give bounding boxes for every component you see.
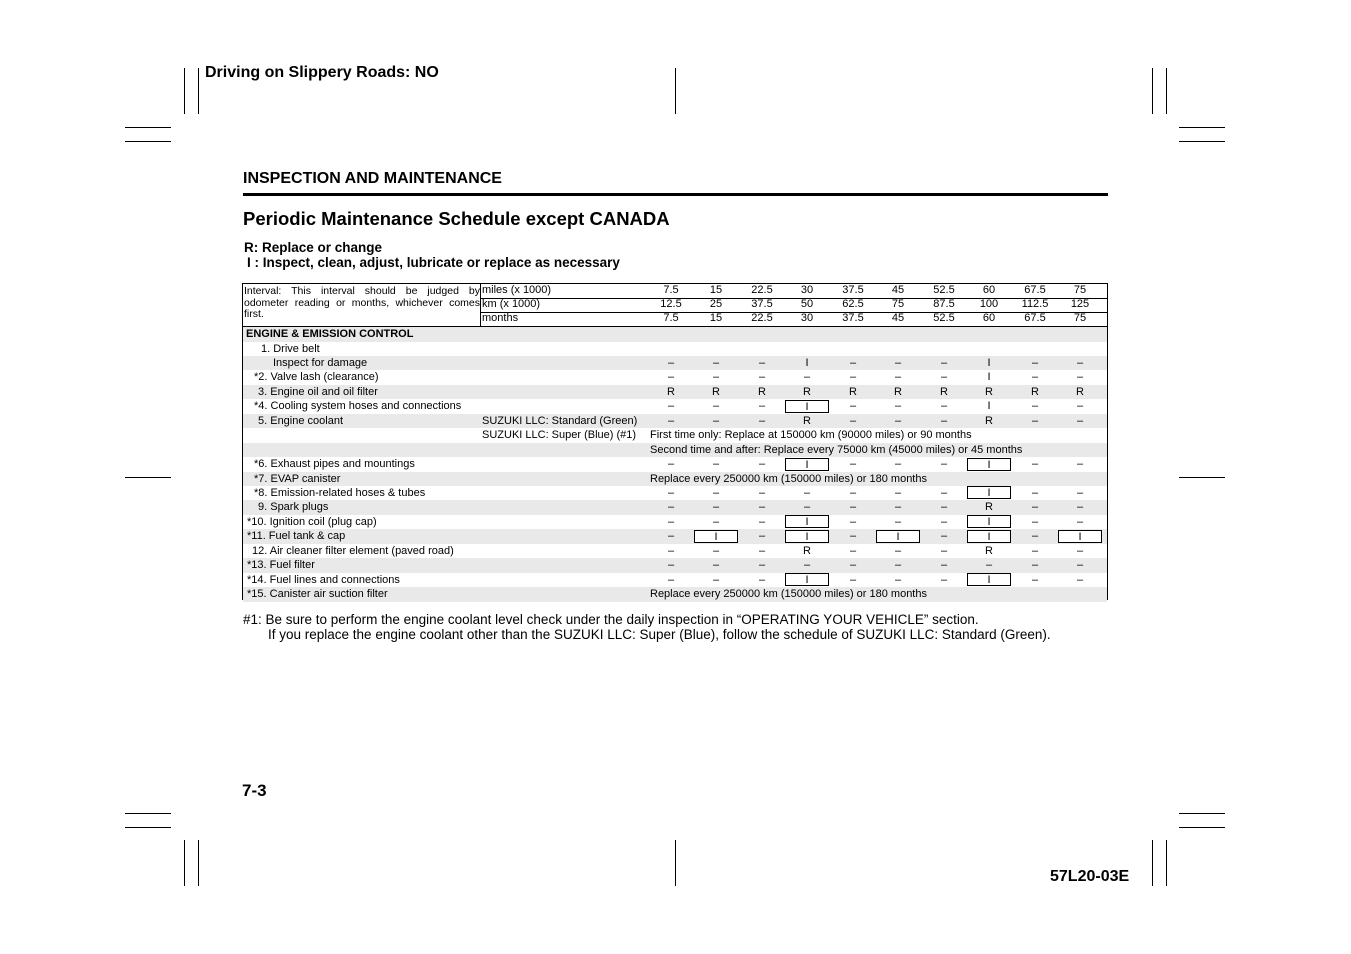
schedule-cell: –	[1031, 486, 1039, 499]
schedule-cell: –	[1031, 356, 1039, 369]
crop-mark	[1179, 827, 1225, 828]
schedule-cell: –	[758, 501, 766, 514]
item-label: *6. Exhaust pipes and mountings	[254, 458, 415, 470]
crop-mark	[675, 68, 676, 114]
interval-value: 37.5	[842, 284, 864, 296]
interval-value: 12.5	[660, 298, 682, 310]
item-label: *4. Cooling system hoses and connections	[254, 400, 462, 413]
boxed-schedule-cell: I	[785, 515, 829, 528]
crop-mark	[184, 68, 185, 114]
schedule-cell: –	[667, 486, 675, 499]
schedule-cell: –	[849, 486, 857, 499]
crop-mark	[675, 840, 676, 886]
schedule-cell: –	[1031, 371, 1039, 384]
interval-value: 67.5	[1024, 312, 1046, 324]
schedule-cell: –	[940, 458, 948, 470]
table-row	[243, 515, 1107, 530]
table-row	[243, 472, 1107, 487]
schedule-cell: –	[940, 501, 948, 514]
page-number: 7-3	[242, 781, 267, 800]
table-row	[243, 457, 1107, 472]
schedule-cell: –	[803, 486, 811, 499]
schedule-cell: R	[667, 385, 675, 398]
schedule-cell: R	[803, 385, 811, 398]
interval-value: 112.5	[1021, 298, 1049, 310]
schedule-cell: –	[940, 356, 948, 369]
interval-unit-label: months	[482, 312, 519, 324]
interval-value: 15	[709, 312, 723, 324]
interval-header-row	[481, 284, 1107, 299]
schedule-cell: –	[849, 530, 857, 543]
section-rule	[243, 193, 1108, 196]
schedule-cell: –	[758, 356, 766, 369]
interval-unit-label: miles (x 1000)	[482, 284, 552, 296]
crop-mark	[1166, 840, 1167, 886]
crop-mark	[198, 840, 199, 886]
interval-value: 60	[982, 284, 996, 296]
schedule-cell: –	[1076, 573, 1084, 586]
schedule-cell: –	[894, 559, 902, 572]
schedule-cell: –	[1031, 559, 1039, 572]
item-label: 5. Engine coolant	[258, 414, 344, 427]
table-row	[243, 500, 1107, 515]
schedule-cell: –	[1031, 515, 1039, 528]
boxed-schedule-cell: I	[1058, 530, 1102, 543]
table-row	[243, 399, 1107, 414]
crop-mark	[1179, 477, 1225, 478]
item-sub-label: SUZUKI LLC: Super (Blue) (#1)	[482, 429, 637, 442]
schedule-cell: –	[712, 573, 720, 586]
schedule-cell: –	[849, 400, 857, 413]
crop-mark	[1152, 68, 1153, 114]
schedule-cell: –	[758, 559, 766, 572]
schedule-cell: –	[940, 544, 948, 557]
schedule-cell: –	[940, 573, 948, 586]
boxed-schedule-cell: I	[785, 530, 829, 543]
boxed-schedule-cell: I	[785, 573, 829, 586]
schedule-cell: –	[667, 559, 675, 572]
schedule-cell: –	[667, 400, 675, 413]
schedule-cell: I	[987, 371, 991, 384]
interval-note: Replace every 250000 km (150000 miles) or 180 months	[650, 472, 927, 485]
footnote-line: If you replace the engine coolant other than the SUZUKI LLC: Super (Blue), follow the schedule of SUZUKI LLC: Standard (Green).	[268, 627, 1051, 642]
item-label: 9. Spark plugs	[258, 501, 329, 514]
schedule-cell: –	[894, 414, 902, 427]
interval-value: 30	[800, 284, 814, 296]
table-row	[243, 443, 1107, 458]
interval-value: 7.5	[663, 284, 679, 296]
schedule-cell: –	[849, 371, 857, 384]
item-label: *7. EVAP canister	[254, 472, 341, 485]
interval-value: 100	[979, 298, 999, 310]
boxed-schedule-cell: I	[967, 515, 1011, 528]
schedule-cell: –	[985, 559, 993, 572]
schedule-cell: –	[1076, 559, 1084, 572]
schedule-cell: –	[803, 501, 811, 514]
schedule-cell: –	[712, 458, 720, 470]
schedule-cell: –	[758, 458, 766, 470]
schedule-cell: –	[712, 356, 720, 369]
schedule-cell: –	[803, 559, 811, 572]
page-title: Periodic Maintenance Schedule except CANADA	[243, 208, 670, 229]
interval-value: 75	[891, 298, 905, 310]
crop-mark	[125, 127, 171, 128]
boxed-schedule-cell: I	[967, 530, 1011, 543]
schedule-cell: –	[667, 501, 675, 514]
footnote-line: #1: Be sure to perform the engine coolant level check under the daily inspection in “OPERATING YOUR VEHICLE” section.	[243, 612, 979, 627]
boxed-schedule-cell: I	[967, 458, 1011, 471]
boxed-schedule-cell: I	[967, 573, 1011, 586]
schedule-cell: –	[940, 559, 948, 572]
interval-header-row	[481, 312, 1107, 327]
schedule-cell: –	[1076, 515, 1084, 528]
item-label: *2. Valve lash (clearance)	[254, 371, 379, 384]
schedule-cell: –	[667, 515, 675, 528]
interval-label: Interval: This interval should be judged by odometer reading or months, whichever comes first.	[244, 285, 480, 320]
crop-mark	[1166, 68, 1167, 114]
crop-mark	[125, 813, 171, 814]
table-row	[243, 414, 1107, 429]
crop-mark	[125, 827, 171, 828]
table-row	[243, 587, 1107, 602]
schedule-cell: –	[667, 530, 675, 543]
schedule-cell: R	[985, 544, 993, 557]
table-row	[243, 370, 1107, 385]
item-label: Inspect for damage	[273, 356, 368, 369]
interval-value: 87.5	[933, 298, 955, 310]
schedule-cell: –	[940, 414, 948, 427]
schedule-cell: –	[1031, 544, 1039, 557]
table-row	[243, 342, 1107, 357]
interval-value: 7.5	[663, 312, 679, 324]
interval-value: 75	[1073, 312, 1087, 324]
schedule-cell: –	[940, 371, 948, 384]
schedule-cell: –	[1076, 400, 1084, 413]
interval-note: First time only: Replace at 150000 km (90000 miles) or 90 months	[650, 429, 972, 442]
maintenance-schedule-table	[242, 283, 1108, 600]
schedule-cell: R	[712, 385, 720, 398]
item-label: *11. Fuel tank & cap	[247, 530, 346, 543]
schedule-cell: –	[712, 559, 720, 572]
interval-value: 37.5	[751, 298, 773, 310]
schedule-cell: –	[849, 501, 857, 514]
schedule-cell: –	[894, 400, 902, 413]
item-label: *13. Fuel filter	[247, 559, 315, 572]
schedule-cell: R	[758, 385, 766, 398]
schedule-cell: –	[940, 486, 948, 499]
schedule-cell: R	[985, 501, 993, 514]
schedule-cell: R	[849, 385, 857, 398]
item-label: *8. Emission-related hoses & tubes	[254, 486, 426, 499]
schedule-cell: –	[758, 414, 766, 427]
schedule-cell: –	[849, 544, 857, 557]
schedule-cell: –	[712, 486, 720, 499]
schedule-cell: I	[987, 356, 991, 369]
category-label: ENGINE & EMISSION CONTROL	[246, 328, 414, 340]
table-row	[243, 573, 1107, 588]
crop-mark	[1179, 141, 1225, 142]
schedule-cell: –	[894, 356, 902, 369]
crop-mark	[1179, 127, 1225, 128]
table-row	[243, 544, 1107, 559]
schedule-cell: –	[712, 400, 720, 413]
schedule-cell: –	[1076, 356, 1084, 369]
item-label: 12. Air cleaner filter element (paved road)	[252, 544, 454, 557]
schedule-cell: –	[667, 371, 675, 384]
schedule-cell: –	[758, 530, 766, 543]
interval-value: 52.5	[933, 312, 955, 324]
table-row	[243, 385, 1107, 400]
interval-value: 22.5	[751, 284, 773, 296]
schedule-cell: –	[849, 515, 857, 528]
crop-mark	[125, 141, 171, 142]
schedule-cell: –	[712, 371, 720, 384]
schedule-cell: –	[758, 371, 766, 384]
crop-mark	[1179, 813, 1225, 814]
schedule-cell: –	[894, 371, 902, 384]
interval-value: 22.5	[751, 312, 773, 324]
schedule-cell: R	[985, 385, 993, 398]
category-row	[243, 327, 1107, 342]
crop-mark	[198, 68, 199, 114]
boxed-schedule-cell: I	[967, 486, 1011, 499]
schedule-cell: –	[894, 573, 902, 586]
interval-value: 125	[1070, 298, 1090, 310]
item-label: 3. Engine oil and oil filter	[258, 385, 378, 398]
schedule-cell: R	[1076, 385, 1084, 398]
schedule-cell: –	[894, 458, 902, 470]
schedule-cell: –	[1031, 530, 1039, 543]
interval-value: 75	[1073, 284, 1087, 296]
item-sub-label: SUZUKI LLC: Standard (Green)	[482, 414, 638, 427]
interval-value: 45	[891, 312, 905, 324]
schedule-cell: –	[712, 414, 720, 427]
schedule-cell: –	[758, 573, 766, 586]
interval-value: 60	[982, 312, 996, 324]
schedule-cell: –	[940, 400, 948, 413]
crop-mark	[125, 477, 171, 478]
schedule-cell: –	[1076, 544, 1084, 557]
interval-value: 62.5	[842, 298, 864, 310]
item-label: 1. Drive belt	[261, 342, 320, 355]
interval-value: 50	[800, 298, 814, 310]
schedule-cell: –	[849, 458, 857, 470]
boxed-schedule-cell: I	[785, 400, 829, 413]
document-code: 57L20-03E	[1050, 868, 1130, 885]
legend-replace: R: Replace or change	[244, 240, 383, 255]
interval-value: 67.5	[1024, 284, 1046, 296]
schedule-cell: –	[758, 544, 766, 557]
table-row	[243, 486, 1107, 501]
crop-mark	[184, 840, 185, 886]
interval-header-row	[481, 298, 1107, 313]
schedule-cell: –	[803, 371, 811, 384]
schedule-cell: –	[712, 501, 720, 514]
schedule-cell: –	[667, 356, 675, 369]
schedule-cell: –	[758, 486, 766, 499]
schedule-cell: –	[1031, 414, 1039, 427]
item-label: *15. Canister air suction filter	[247, 588, 388, 601]
item-label: *10. Ignition coil (plug cap)	[247, 515, 377, 528]
interval-value: 15	[709, 284, 723, 296]
section-header: INSPECTION AND MAINTENANCE	[243, 170, 502, 187]
schedule-cell: –	[1031, 573, 1039, 586]
schedule-cell: –	[849, 559, 857, 572]
schedule-cell: –	[894, 501, 902, 514]
interval-value: 45	[891, 284, 905, 296]
schedule-cell: –	[1076, 371, 1084, 384]
schedule-cell: –	[1076, 486, 1084, 499]
schedule-cell: –	[894, 544, 902, 557]
schedule-cell: –	[712, 515, 720, 528]
schedule-cell: –	[758, 400, 766, 413]
schedule-cell: –	[940, 530, 948, 543]
schedule-cell: –	[667, 458, 675, 470]
schedule-cell: –	[667, 573, 675, 586]
schedule-cell: –	[712, 544, 720, 557]
table-row	[243, 356, 1107, 371]
schedule-cell: R	[940, 385, 948, 398]
interval-note: Second time and after: Replace every 75000 km (45000 miles) or 45 months	[650, 443, 1023, 456]
boxed-schedule-cell: I	[785, 458, 829, 471]
schedule-cell: –	[1076, 458, 1084, 470]
schedule-cell: –	[849, 356, 857, 369]
schedule-cell: R	[894, 385, 902, 398]
schedule-cell: R	[1031, 385, 1039, 398]
interval-unit-label: km (x 1000)	[482, 298, 541, 310]
item-label: *14. Fuel lines and connections	[247, 573, 400, 586]
schedule-cell: –	[849, 573, 857, 586]
schedule-cell: –	[667, 414, 675, 427]
table-row	[243, 558, 1107, 573]
schedule-cell: –	[1031, 501, 1039, 514]
schedule-cell: R	[803, 414, 811, 427]
interval-value: 25	[709, 298, 723, 310]
interval-value: 37.5	[842, 312, 864, 324]
legend-inspect: I : Inspect, clean, adjust, lubricate or replace as necessary	[247, 255, 620, 270]
crop-mark	[1152, 840, 1153, 886]
schedule-cell: –	[758, 515, 766, 528]
schedule-cell: –	[940, 515, 948, 528]
interval-note: Replace every 250000 km (150000 miles) or 180 months	[650, 588, 927, 601]
table-row	[243, 428, 1107, 443]
schedule-cell: –	[667, 544, 675, 557]
schedule-cell: –	[1031, 458, 1039, 470]
schedule-cell: R	[985, 414, 993, 427]
schedule-cell: –	[1076, 501, 1084, 514]
boxed-schedule-cell: I	[876, 530, 920, 543]
top-title: Driving on Slippery Roads: NO	[205, 64, 439, 81]
schedule-cell: –	[1076, 414, 1084, 427]
schedule-cell: –	[894, 515, 902, 528]
schedule-cell: I	[805, 356, 809, 369]
schedule-cell: I	[987, 400, 991, 413]
boxed-schedule-cell: I	[694, 530, 738, 543]
interval-value: 52.5	[933, 284, 955, 296]
schedule-cell: –	[1031, 400, 1039, 413]
schedule-cell: –	[894, 486, 902, 499]
table-row	[243, 529, 1107, 544]
schedule-cell: R	[803, 544, 811, 557]
interval-value: 30	[800, 312, 814, 324]
schedule-cell: –	[849, 414, 857, 427]
